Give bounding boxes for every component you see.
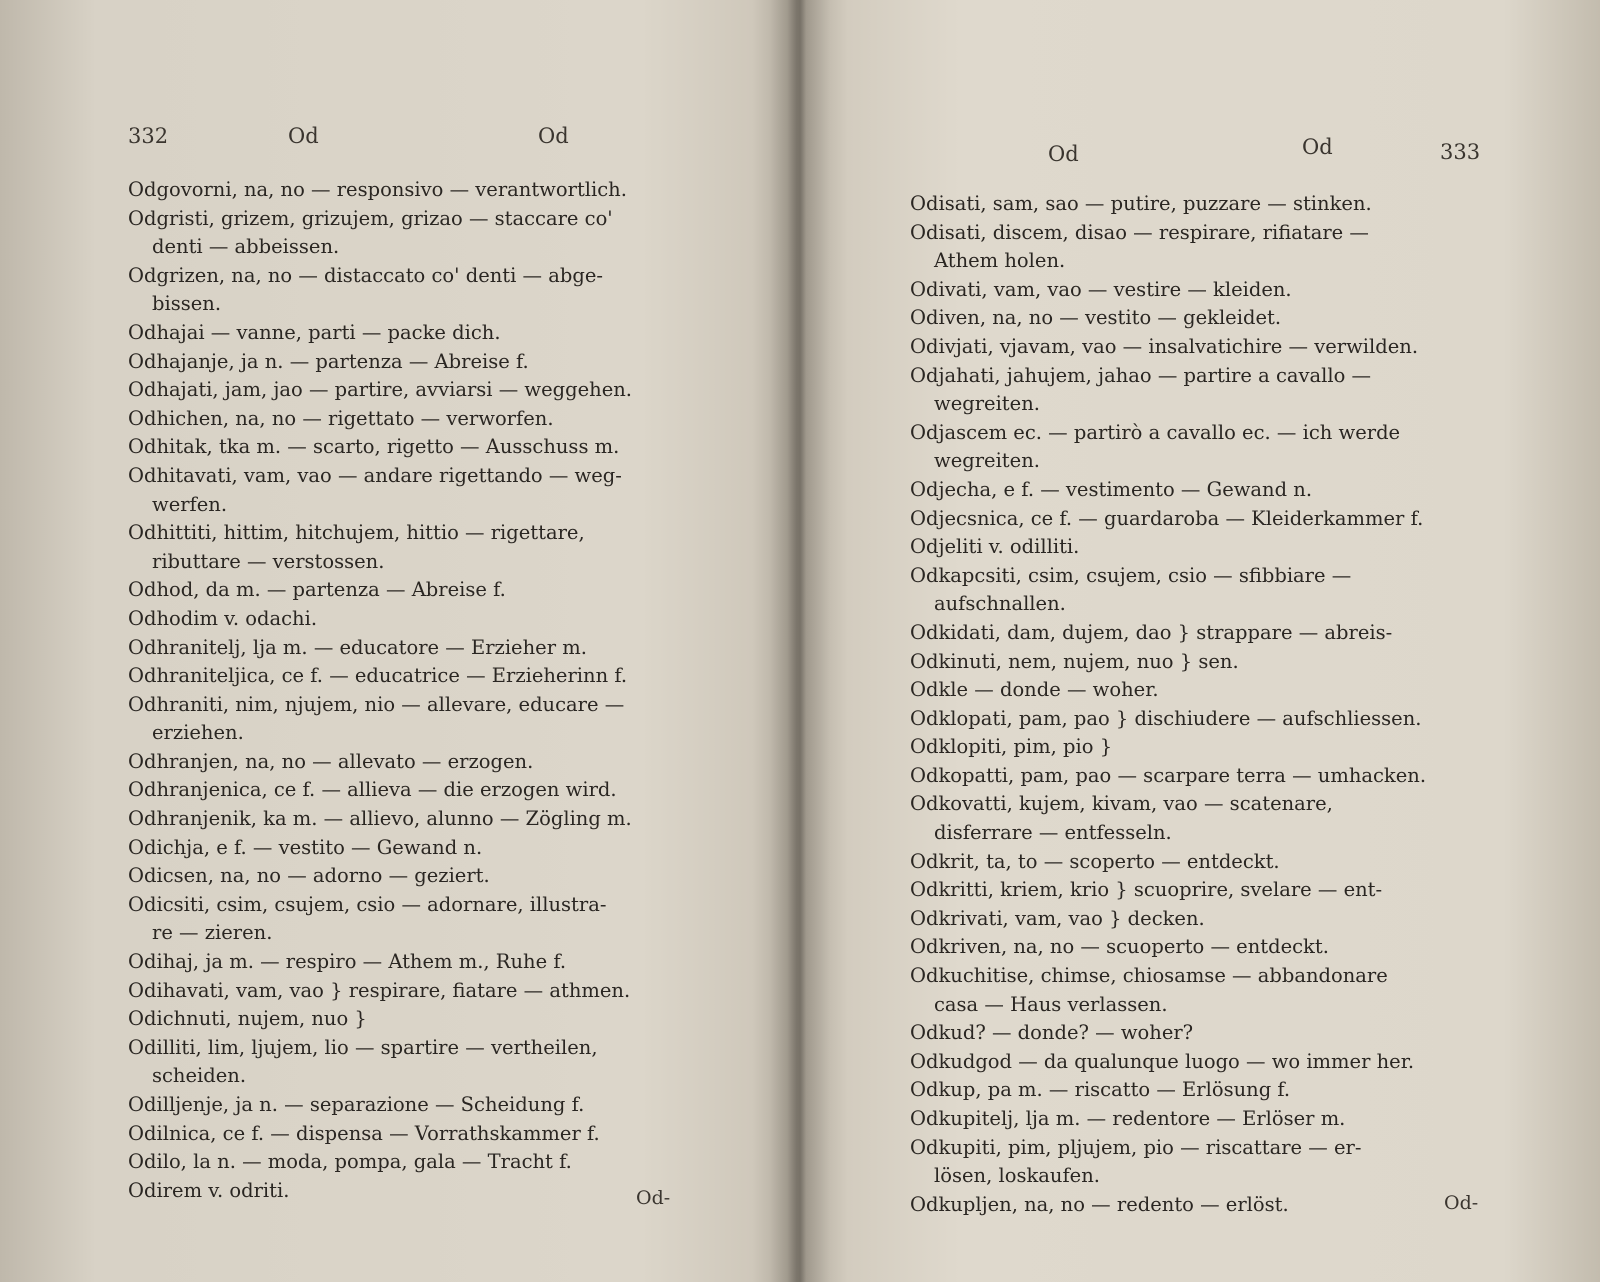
entry-line: Odkle — donde — woher. — [910, 678, 1159, 702]
left-page — [0, 0, 796, 1282]
entry-line: Athem holen. — [934, 249, 1066, 273]
catchword: Od- — [1444, 1192, 1479, 1214]
entry-line: wegreiten. — [934, 449, 1040, 473]
entry-line: Odkupljen, na, no — redento — erlöst. — [910, 1192, 1289, 1216]
entry-line: Odjecha, e f. — vestimento — Gewand n. — [910, 477, 1313, 501]
entry-line: Odhittiti, hittim, hitchujem, hittio — rigettare, — [128, 521, 585, 545]
entry-line: werfen. — [152, 492, 228, 516]
entry-line: scheiden. — [152, 1064, 247, 1088]
entry-line: Odhraniteljica, ce f. — educatrice — Erzieherinn f. — [128, 664, 628, 688]
entry-line: Odkinuti, nem, nujem, nuo } sen. — [910, 649, 1239, 673]
entry-line: Odisati, sam, sao — putire, puzzare — stinken. — [910, 192, 1372, 215]
entry-line: Odicsiti, csim, csujem, csio — adornare, illustra- — [128, 892, 607, 916]
entry-line: Odhodim v. odachi. — [128, 606, 318, 630]
entry-line: Odkriven, na, no — scuoperto — entdeckt. — [910, 935, 1329, 959]
entry-line: lösen, loskaufen. — [934, 1164, 1100, 1188]
entry-line: Odivati, vam, vao — vestire — kleiden. — [910, 277, 1292, 301]
entry-line: re — zieren. — [152, 921, 273, 945]
entry-line: Odkovatti, kujem, kivam, vao — scatenare, — [910, 792, 1333, 816]
entry-line: aufschnallen. — [934, 592, 1066, 616]
entry-line: Odhranjenik, ka m. — allievo, alunno — Zögling m. — [128, 807, 632, 831]
entry-line: Odiven, na, no — vestito — gekleidet. — [910, 306, 1282, 330]
entry-line: Odhichen, na, no — rigettato — verworfen. — [128, 406, 554, 430]
right-page — [800, 0, 1600, 1282]
entry-line: Odkudgod — da qualunque luogo — wo immer her. — [910, 1049, 1415, 1073]
entry-line: Odkupitelj, lja m. — redentore — Erlöser m. — [910, 1107, 1346, 1130]
running-head-left: Od — [1048, 142, 1079, 166]
entry-line: Odkopatti, pam, pao — scarpare terra — umhacken. — [910, 763, 1427, 787]
entry-line: Odgristi, grizem, grizujem, grizao — staccare co' — [128, 206, 613, 230]
entry-line: Odhranjenica, ce f. — allieva — die erzogen wird. — [128, 778, 617, 802]
entry-line: Odicsen, na, no — adorno — geziert. — [128, 864, 490, 888]
entry-line: Odivjati, vjavam, vao — insalvatichire — verwilden. — [910, 334, 1419, 358]
catchword: Od- — [636, 1187, 671, 1209]
entry-line: Odjahati, jahujem, jahao — partire a cavallo — — [910, 363, 1372, 387]
running-head-right: Od — [538, 124, 569, 148]
entry-line: Odihavati, vam, vao } respirare, fiatare — athmen. — [128, 978, 631, 1002]
dictionary-entries — [910, 190, 1510, 1219]
entry-line: Odklopati, pam, pao } dischiudere — aufschliessen. — [910, 706, 1422, 730]
dictionary-entries — [128, 176, 708, 1205]
entry-line: Odjeliti v. odilliti. — [910, 535, 1080, 559]
entry-line: Odhranjen, na, no — allevato — erzogen. — [128, 749, 534, 773]
entry-line: Odkrivati, vam, vao } decken. — [910, 906, 1205, 930]
entry-line: bissen. — [152, 292, 222, 316]
entry-line: wegreiten. — [934, 392, 1040, 416]
entry-line: Odhitavati, vam, vao — andare rigettando — weg- — [128, 463, 622, 487]
entry-line: Odkup, pa m. — riscatto — Erlösung f. — [910, 1078, 1291, 1102]
entry-line: denti — abbeissen. — [152, 235, 340, 259]
page-number: 333 — [1440, 140, 1481, 164]
entry-line: Odkapcsiti, csim, csujem, csio — sfibbiare — — [910, 563, 1352, 587]
entry-line: Odhod, da m. — partenza — Abreise f. — [128, 578, 506, 602]
entry-line: Odhajati, jam, jao — partire, avviarsi — weggehen. — [128, 378, 633, 402]
entry-line: Odjecsnica, ce f. — guardaroba — Kleiderkammer f. — [910, 506, 1424, 530]
running-head-left: Od — [288, 124, 319, 148]
entry-line: Odhitak, tka m. — scarto, rigetto — Ausschuss m. — [128, 435, 620, 459]
entry-line: Odhajanje, ja n. — partenza — Abreise f. — [128, 349, 529, 373]
entry-line: Odhraniti, nim, njujem, nio — allevare, educare — — [128, 692, 625, 716]
entry-line: ributtare — verstossen. — [152, 549, 385, 573]
entry-line: Odgrizen, na, no — distaccato co' denti — abge- — [128, 263, 603, 287]
entry-line: erziehen. — [152, 721, 244, 745]
entry-line: Odilnica, ce f. — dispensa — Vorrathskammer f. — [128, 1121, 600, 1145]
entry-line: Odkud? — donde? — woher? — [910, 1021, 1194, 1045]
entry-line: Odichnuti, nujem, nuo } — [128, 1007, 367, 1031]
entry-line: Odhranitelj, lja m. — educatore — Erzieher m. — [128, 635, 587, 659]
entry-line: disferrare — entfesseln. — [934, 821, 1172, 845]
entry-line: Odhajai — vanne, parti — packe dich. — [128, 320, 501, 344]
entry-line: Odilljenje, ja n. — separazione — Scheidung f. — [128, 1093, 585, 1116]
entry-line: Odgovorni, na, no — responsivo — verantwortlich. — [128, 178, 627, 201]
entry-line: Odkuchitise, chimse, chiosamse — abbandonare — [910, 964, 1388, 988]
entry-line: Odkrit, ta, to — scoperto — entdeckt. — [910, 849, 1280, 873]
entry-line: Odichja, e f. — vestito — Gewand n. — [128, 835, 483, 859]
entry-line: Odirem v. odriti. — [128, 1178, 290, 1202]
entry-line: Odilo, la n. — moda, pompa, gala — Tracht f. — [128, 1150, 572, 1174]
page-number: 332 — [128, 124, 169, 148]
entry-line: Odkidati, dam, dujem, dao } strappare — abreis- — [910, 620, 1393, 644]
entry-line: Odisati, discem, disao — respirare, rifiatare — — [910, 220, 1369, 244]
entry-line: Odjascem ec. — partirò a cavallo ec. — ich werde — [910, 420, 1401, 444]
entry-line: Odkritti, kriem, krio } scuoprire, svelare — ent- — [910, 878, 1383, 902]
entry-line: Odklopiti, pim, pio } — [910, 735, 1113, 759]
entry-line: Odilliti, lim, ljujem, lio — spartire — vertheilen, — [128, 1035, 598, 1059]
entry-line: Odihaj, ja m. — respiro — Athem m., Ruhe f. — [128, 950, 567, 974]
entry-line: Odkupiti, pim, pljujem, pio — riscattare — er- — [910, 1135, 1362, 1159]
running-head-right: Od — [1302, 135, 1333, 159]
entry-line: casa — Haus verlassen. — [934, 992, 1168, 1016]
